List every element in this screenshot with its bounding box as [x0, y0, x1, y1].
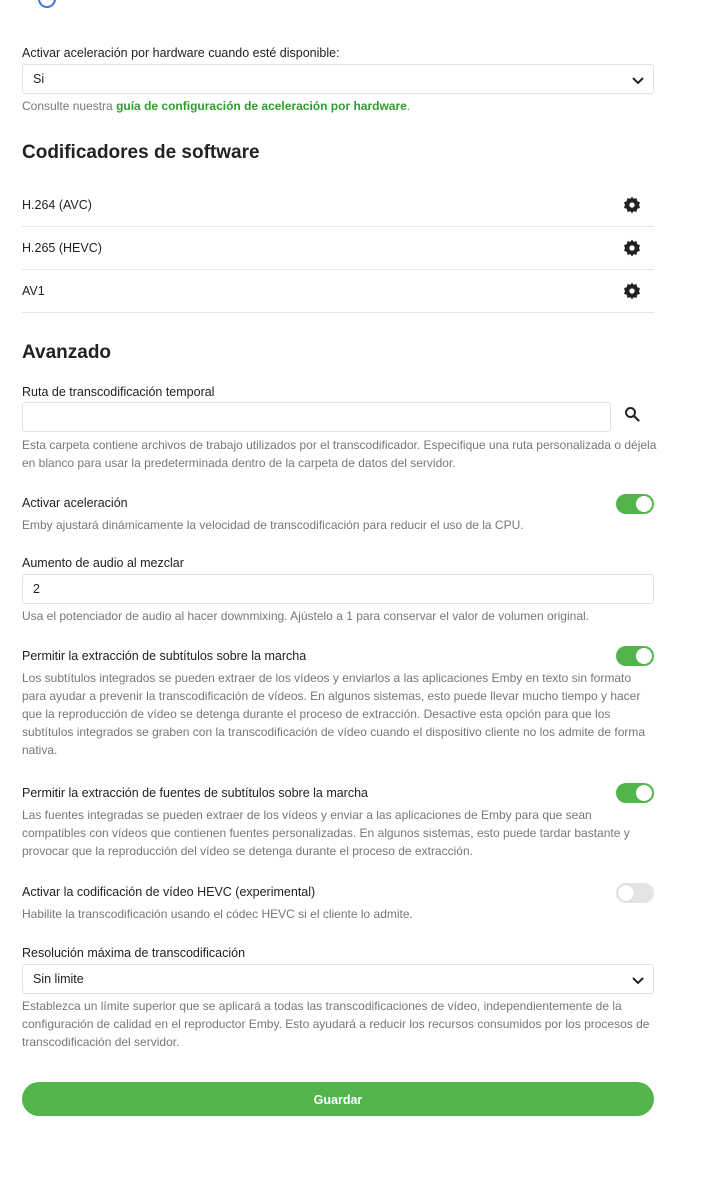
- subtitle-extraction-toggle[interactable]: [616, 646, 654, 666]
- toggle-knob: [636, 785, 652, 801]
- audio-boost-help: Usa el potenciador de audio al hacer downmixing. Ajústelo a 1 para conservar el valor de volumen original.: [22, 609, 589, 623]
- hevc-encoding-help: Habilite la transcodificación usando el códec HEVC si el cliente lo admite.: [22, 907, 413, 921]
- hevc-encoding-label: Activar la codificación de vídeo HEVC (experimental): [22, 885, 316, 899]
- toggle-knob: [618, 885, 634, 901]
- hardware-accel-value: Si: [33, 72, 45, 86]
- codec-row-av1[interactable]: [22, 270, 654, 313]
- font-extraction-help: Las fuentes integradas se pueden extraer de los vídeos y enviar a las aplicaciones de Emby para que sean compatibles con vídeos que contienen fuentes personalizadas. En algunos sistemas, esto puede tardar bastante y provocar que la reproducción del vídeo se detenga durante el proceso de extracción.: [22, 808, 630, 858]
- max-resolution-label: Resolución máxima de transcodificación: [22, 946, 246, 960]
- chevron-down-icon: [631, 73, 645, 87]
- throttle-label: Activar aceleración: [22, 496, 128, 510]
- gear-icon[interactable]: [622, 195, 642, 215]
- codec-label: AV1: [22, 284, 45, 298]
- advanced-title: Avanzado: [22, 342, 112, 363]
- temp-path-label: Ruta de transcodificación temporal: [22, 385, 215, 399]
- hardware-accel-help: [22, 97, 410, 115]
- hardware-accel-guide-link[interactable]: guía de configuración de aceleración por hardware: [116, 99, 407, 113]
- throttle-help: Emby ajustará dinámicamente la velocidad de transcodificación para reducir el uso de la CPU.: [22, 518, 524, 532]
- toggle-knob: [636, 496, 652, 512]
- codec-row-h264[interactable]: [22, 184, 654, 227]
- audio-boost-input[interactable]: [22, 574, 654, 604]
- help-prefix: Consulte nuestra: [22, 99, 117, 113]
- search-icon[interactable]: [624, 406, 640, 422]
- max-resolution-help: Establezca un límite superior que se aplicará a todas las transcodificaciones de vídeo, independientemente de la configuración de calidad en el reproductor Emby. Esto ayudará a reducir los recursos consumidos por los procesos de transcodificación del servidor.: [22, 999, 650, 1049]
- temp-path-input[interactable]: [22, 402, 611, 432]
- max-resolution-value: Sin limite: [33, 972, 84, 986]
- info-icon: [38, 0, 56, 8]
- max-resolution-select[interactable]: [22, 964, 654, 994]
- font-extraction-toggle[interactable]: [616, 783, 654, 803]
- throttle-toggle[interactable]: [616, 494, 654, 514]
- help-suffix: .: [406, 99, 411, 113]
- gear-icon[interactable]: [622, 281, 642, 301]
- save-button[interactable]: Guardar: [22, 1082, 654, 1116]
- temp-path-help: Esta carpeta contiene archivos de trabajo utilizados por el transcodificador. Especifique una ruta personalizada o déjela en blanco para usar la predeterminada dentro de la carpeta de datos del servidor.: [22, 438, 657, 470]
- subtitle-extraction-help: Los subtítulos integrados se pueden extraer de los vídeos y enviarlos a las aplicaciones Emby en texto sin formato para ayudar a prevenir la transcodificación de vídeos. En algunos sistemas, esto puede llevar mucho tiempo y hacer que la reproducción de vídeo se detenga durante el proceso de extracción. Desactive esta opción para que los subtítulos integrados se graben con la transcodificación de vídeo cuando el dispositivo cliente no los admite de forma nativa.: [22, 671, 646, 757]
- codec-label: H.265 (HEVC): [22, 241, 102, 255]
- hardware-accel-label: Activar aceleración por hardware cuando esté disponible:: [22, 46, 340, 60]
- hevc-encoding-toggle[interactable]: [616, 883, 654, 903]
- font-extraction-label: Permitir la extracción de fuentes de subtítulos sobre la marcha: [22, 786, 369, 800]
- gear-icon[interactable]: [622, 238, 642, 258]
- toggle-knob: [636, 648, 652, 664]
- chevron-down-icon: [631, 973, 645, 987]
- software-encoders-list: [22, 184, 654, 313]
- software-encoders-title: Codificadores de software: [22, 142, 260, 163]
- subtitle-extraction-label: Permitir la extracción de subtítulos sobre la marcha: [22, 649, 307, 663]
- hardware-accel-select[interactable]: [22, 64, 654, 94]
- codec-label: H.264 (AVC): [22, 198, 92, 212]
- codec-row-h265[interactable]: [22, 227, 654, 270]
- audio-boost-label: Aumento de audio al mezclar: [22, 556, 184, 570]
